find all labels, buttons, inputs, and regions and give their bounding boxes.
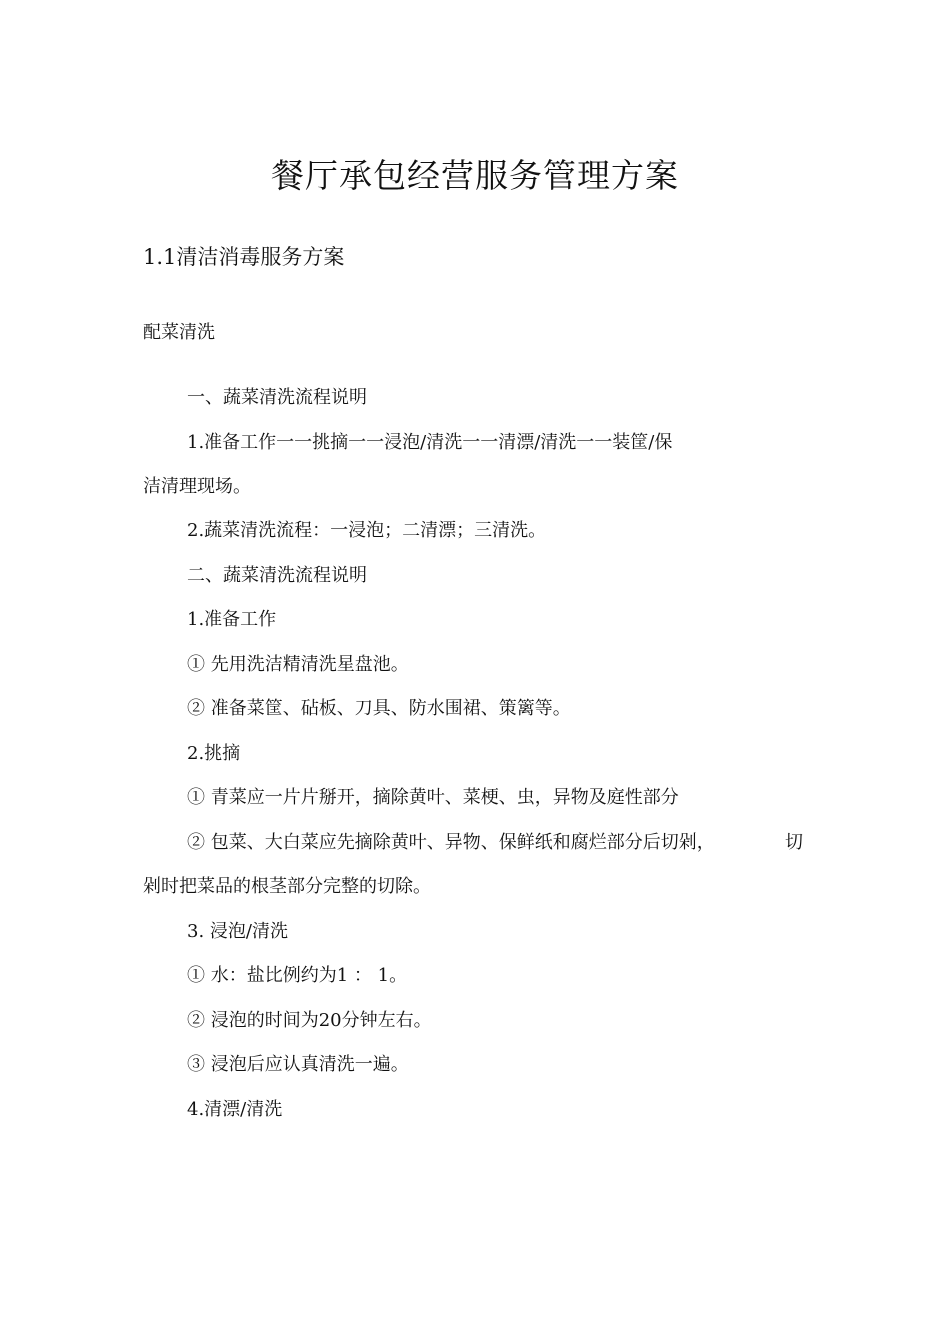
paragraph-line-part: ② 包菜、大白菜应先摘除黄叶、异物、保鲜纸和腐烂部分后切剁， (187, 832, 715, 853)
document-title: 餐厅承包经营服务管理方案 (271, 156, 679, 195)
paragraph-line: 4.清漂/清洗 (187, 1099, 283, 1120)
paragraph-line: ① 水：盐比例约为1 ： 1。 (187, 965, 408, 986)
paragraph-line: ② 准备菜筐、砧板、刀具、防水围裙、策篱等。 (187, 698, 571, 719)
paragraph-line: 2.挑摘 (187, 743, 241, 764)
paragraph-line: ① 青菜应一片片掰开，摘除黄叶、菜梗、虫，异物及庭性部分 (187, 787, 679, 808)
subsection-heading: 配菜清洗 (143, 322, 215, 343)
paragraph-line: 洁清理现场。 (143, 476, 251, 497)
paragraph-line: 剁时把菜品的根茎部分完整的切除。 (143, 876, 431, 897)
paragraph-line-part: 切 (785, 832, 803, 853)
paragraph-line: 2.蔬菜清洗流程：一浸泡；二清漂；三清洗。 (187, 520, 547, 541)
section-heading: 1.1清洁消毒服务方案 (143, 245, 345, 269)
paragraph-line: 3. 浸泡/清洗 (187, 921, 288, 942)
paragraph-line: 1.准备工作 (187, 609, 277, 630)
paragraph-line: ② 浸泡的时间为20分钟左右。 (187, 1010, 432, 1031)
paragraph-line: 1.准备工作一一挑摘一一浸泡/清洗一一清漂/清洗一一装筐/保 (187, 432, 673, 453)
paragraph-line: 二、蔬菜清洗流程说明 (187, 565, 367, 586)
paragraph-line: ① 先用洗洁精清洗星盘池。 (187, 654, 409, 675)
paragraph-line-justified (187, 831, 803, 855)
paragraph-line: ③ 浸泡后应认真清洗一遍。 (187, 1054, 409, 1075)
paragraph-line: 一、蔬菜清洗流程说明 (187, 387, 367, 408)
